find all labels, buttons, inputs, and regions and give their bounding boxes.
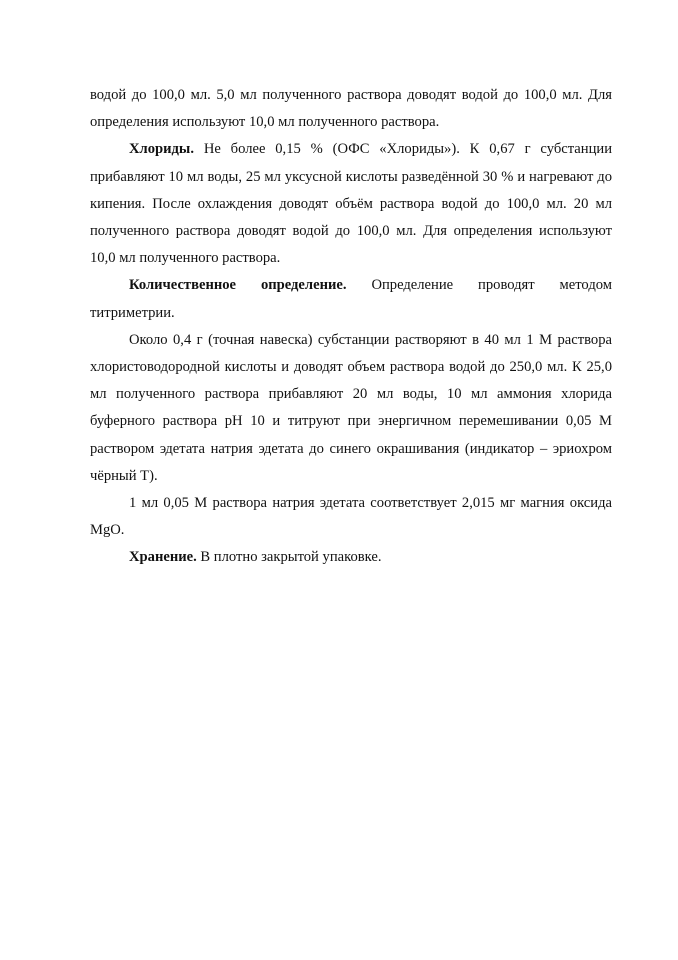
document-body <box>90 82 612 572</box>
paragraph-text: Определение проводят методом титриметрии. <box>90 277 612 321</box>
paragraph-text: 1 мл 0,05 М раствора натрия эдетата соответствует 2,015 мг магния оксида MgO. <box>90 495 612 539</box>
paragraph-text: водой до 100,0 мл. 5,0 мл полученного раствора доводят водой до 100,0 мл. Для определения используют 10,0 мл полученного раствора. <box>90 87 612 131</box>
paragraph-text: Около 0,4 г (точная навеска) субстанции растворяют в 40 мл 1 М раствора хлористоводородной кислоты и доводят объем раствора водой до 250,0 мл. К 25,0 мл полученного раствора прибавляют 20 мл воды, 10 мл аммония хлорида буферного раствора pH 10 и титруют при энергичном перемешивании 0,05 М раствором эдетата натрия эдетата до синего окрашивания (индикатор – эриохром чёрный Т). <box>90 331 612 484</box>
paragraph-assay <box>90 272 612 326</box>
section-heading-assay: Количественное определение. <box>129 277 347 294</box>
paragraph-text: В плотно закрытой упаковке. <box>196 549 382 566</box>
section-heading-storage: Хранение. <box>129 549 197 566</box>
paragraph-equivalence <box>90 490 612 544</box>
section-heading-chlorides: Хлориды. <box>129 141 194 158</box>
paragraph-text: Не более 0,15 % (ОФС «Хлориды»). К 0,67 г субстанции прибавляют 10 мл воды, 25 мл уксусной кислоты разведённой 30 % и нагревают до кипения. После охлаждения доводят объём раствора водой до 100,0 мл. 20 мл полученного раствора доводят водой до 100,0 мл. Для определения используют 10,0 мл полученного раствора. <box>90 141 612 267</box>
paragraph-continuation <box>90 82 612 136</box>
paragraph-chlorides <box>90 136 612 272</box>
paragraph-storage <box>90 544 612 571</box>
paragraph-assay-procedure <box>90 327 612 490</box>
